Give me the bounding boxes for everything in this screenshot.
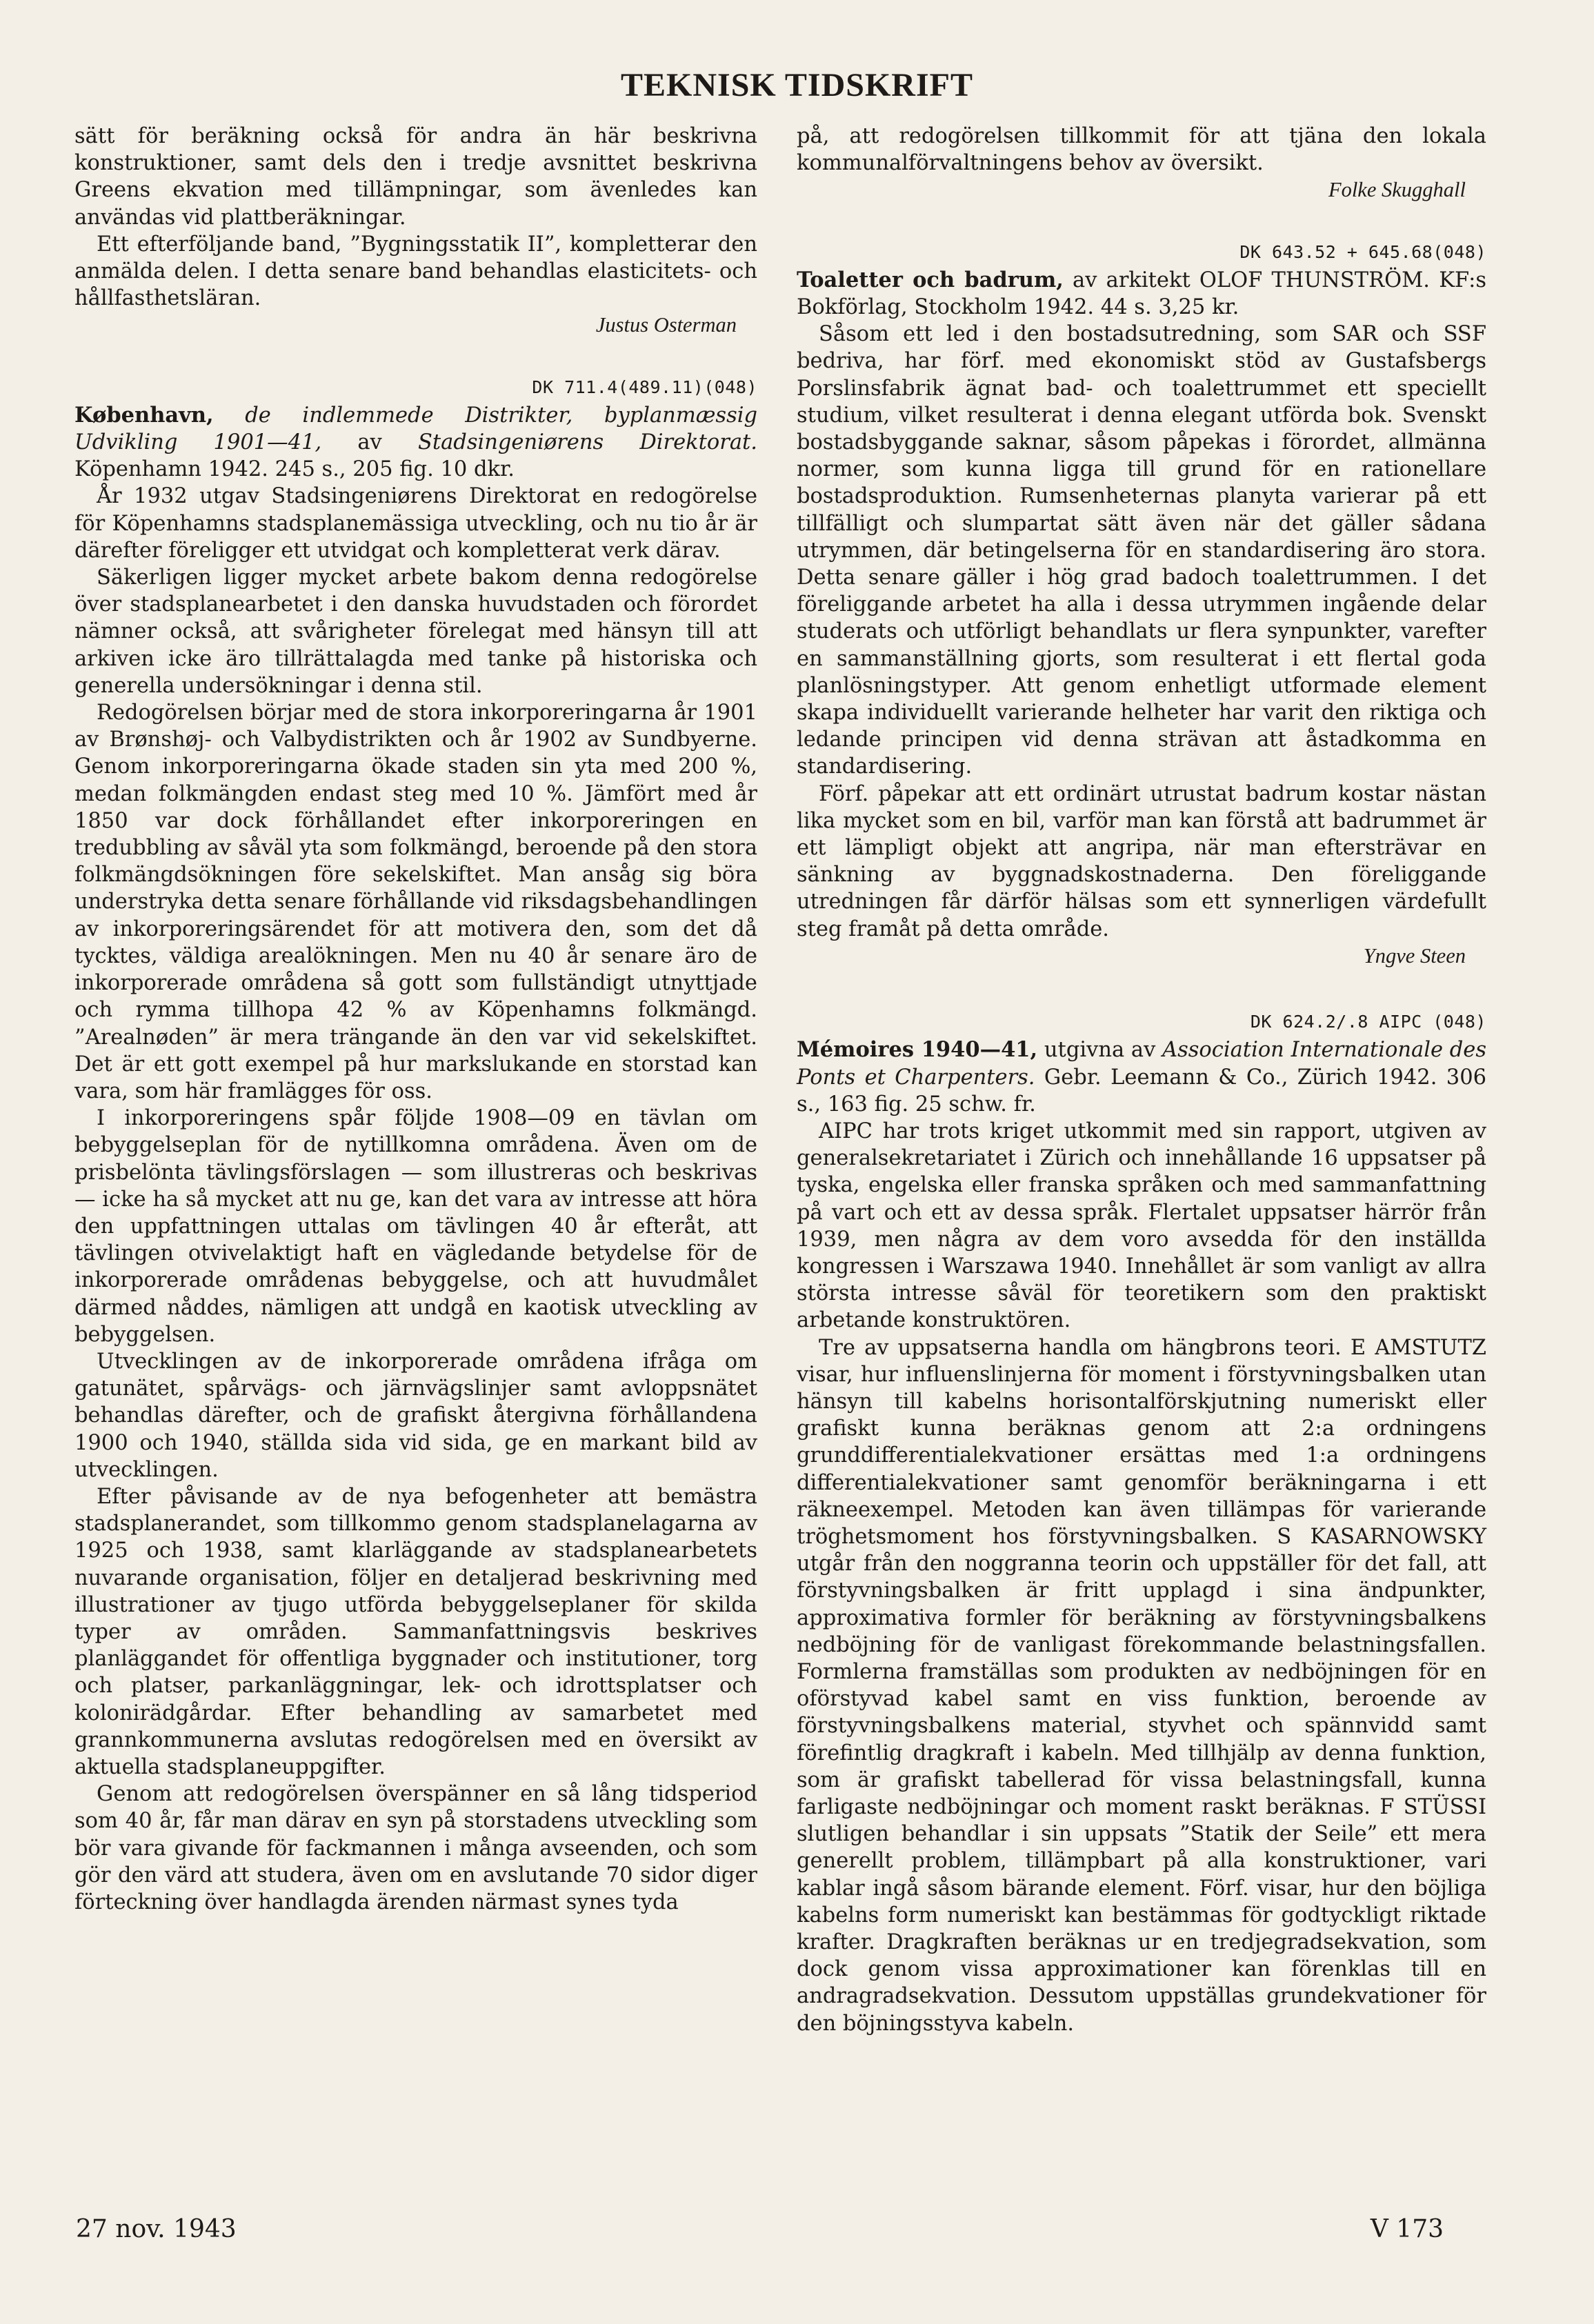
footer-date: 27 nov. 1943 [76, 2215, 237, 2243]
masthead: TEKNISK TIDSKRIFT [621, 67, 973, 103]
paragraph: I inkorporeringens spår följde 1908—09 en tävlan om bebyggelseplan för de nytillkomna områdena. Även om de prisbelönta tävlingsförslagen — som illustreras och beskrivas — icke ha så mycket att nu ge, kan det vara av intresse att höra den uppfattningen uttalas om tävlingen 40 år efteråt, att tävlingen otvivelaktigt haft en vägledande betydelse för de inkorporerade områdenas bebyggelse, och att huvudmålet därmed nåddes, nämligen att undgå en kaotisk utveckling av bebyggelsen. [74, 1106, 757, 1347]
heading-text: av arkitekt OLOF THUNSTRÖM. KF:s Bokförlag, Stockholm 1942. 44 s. 3,25 kr. [797, 268, 1486, 320]
paragraph: Förf. påpekar att ett ordinärt utrustat badrum kostar nästan lika mycket som en bil, varför man kan förstå att badrummet är ett lämpligt objekt att angripa, när man eftersträvar en sänkning av byggnadskostnaderna. Den föreliggande utredningen får därför hälsas som ett synnerligen värdefullt steg framåt på detta område. [797, 781, 1486, 941]
paragraph: AIPC har trots kriget utkommit med sin rapport, utgiven av generalsekretariatet i Zürich och innehållande 16 uppsatser på tyska, engelska eller franska språken och med sammanfattning på vart och ett av dessa språk. Flertalet uppsatser härrör från 1939, men några av dem voro avsedda för den inställda kongressen i Warszawa 1940. Innehållet är som vanligt av allra största intresse såväl för teoretikern som den praktiskt arbetande konstruktören. [797, 1119, 1486, 1333]
book-publisher: Stadsingeniørens Direktorat. [417, 430, 757, 455]
signature: Yngve Steen [1363, 943, 1466, 968]
review-heading [797, 1036, 1486, 1118]
paragraph: Redogörelsen börjar med de stora inkorporeringarna år 1901 av Brønshøj- och Valbydistrikten och år 1902 av Sundbyerne. Genom inkorporeringarna ökade staden sin yta med 200 %, medan folkmängden endast steg med 10 %. Jämfört med år 1850 var dock förhållandet efter inkorporeringen en tredubbling av såväl yta som folkmängd, beroende på den stora folkmängdsökningen före sekelskiftet. Man ansåg sig böra understryka detta senare förhållande vid riksdagsbehandlingen av inkorporeringsärendet för att motivera den, som det då tycktes, väldiga arealökningen. Men nu 40 år senare äro de inkorporerade områdena så gott som fullständigt utnyttjade och rymma tillhopa 42 % av Köpenhamns folkmängd. ”Arealnøden” är mera trängande än den var vid sekelskiftet. Det är ett gott exempel på hur markslukande en storstad kan vara, som här framlägges för oss. [74, 701, 757, 1103]
paragraph: År 1932 utgav Stadsingeniørens Direktorat en redogörelse för Köpenhamns stadsplanemässiga utveckling, och nu tio år är därefter föreligger ett utvidgat och kompletterat verk därav. [74, 484, 757, 563]
paragraph: Säkerligen ligger mycket arbete bakom denna redogörelse över stadsplanearbetet i den danska huvudstaden och förordet nämner också, att svårigheter förelegat med hänsyn till att arkiven icke äro tillrättalagda med tanke på historiska och generella undersökningar i denna stil. [74, 565, 757, 698]
book-title: Toaletter och badrum, [797, 267, 1064, 292]
page-number: V 173 [1370, 2215, 1444, 2243]
book-title: København, [74, 402, 214, 428]
classification-code: DK 643.52 + 645.68(048) [1239, 241, 1486, 262]
paragraph: sätt för beräkning också för andra än här beskrivna konstruktioner, samt dels den i tredje avsnittet beskrivna Greens ekvation med tillämpningar, som ävenledes kan användas vid plattberäkningar. [74, 124, 757, 230]
classification-code: DK 624.2/.8 AIPC (048) [1250, 1012, 1486, 1032]
paragraph: Tre av uppsatserna handla om hängbrons teori. E AMSTUTZ visar, hur influenslinjerna för moment i förstyvningsbalken utan hänsyn till kabelns horisontalförskjutning numeriskt eller grafiskt kunna beräknas genom att 2:a ordningens grunddifferentialekvationer ersättas med 1:a ordningens differentialekvationer samt genomför beräkningarna i ett räkneexempel. Metoden kan även tillämpas för varierande tröghetsmoment hos förstyvningsbalken. S KASARNOWSKY utgår från den noggranna teorin och uppställer för det fall, att förstyvningsbalken är fritt upplagd i sina ändpunkter, approximativa formler för beräkning av förstyvningsbalkens nedböjning för de vanligast förekommande belastningsfallen. Formlerna framställas som produkten av nedböjningen för en oförstyvad kabel samt en viss funktion, beroende av förstyvningsbalkens material, styvhet och spännvidd samt förefintlig dragkraft i kabeln. Med tillhjälp av denna funktion, som är grafiskt tabellerad för vissa belastningsfall, kunna farligaste nedböjningar och moment raskt beräknas. F STÜSSI slutligen behandlar i sin uppsats ”Statik der Seile” ett mera generellt problem, tillämpbart på alla konstruktioner, vari kablar ingå såsom bärande element. Förf. visar, hur den böjliga kabelns form numeriskt kan bestämmas för godtyckligt riktade krafter. Dragkraften beräknas ur en tredjegradsekvation, som dock genom vissa approximationer kan förenklas till en andragradsekvation. Dessutom uppställas grundekvationer för den böjningsstyva kabeln. [797, 1335, 1486, 2036]
book-subtitle: de indlemmede Distrikter, byplanmæssig Udvikling 1901—41, [74, 403, 757, 455]
signature: Justus Osterman [595, 313, 737, 337]
heading-text: Köpenhamn 1942. 245 s., 205 fig. 10 dkr. [74, 457, 515, 482]
paragraph: Utvecklingen av de inkorporerade områdena ifråga om gatunätet, spårvägs- och järnvägslinjer samt avloppsnätet behandlas därefter, och de grafiskt återgivna förhållandena 1900 och 1940, ställda sida vid sida, ge en markant bild av utvecklingen. [74, 1349, 757, 1482]
paragraph: Genom att redogörelsen överspänner en så lång tidsperiod som 40 år, får man därav en syn på storstadens utveckling som bör vara givande för fackmannen i många avseenden, och som gör den värd att studera, även om en avslutande 70 sidor diger förteckning över handlagda ärenden närmast synes tyda [74, 1782, 757, 1914]
paragraph: Efter påvisande av de nya befogenheter att bemästra stadsplanerandet, som tillkommo genom stadsplanelagarna av 1925 och 1938, samt klarläggande av stadsplanearbetets nuvarande organisation, följer en detaljerad beskrivning med illustrationer av tjugo utförda bebyggelseplaner för skilda typer av områden. Sammanfattningsvis beskrives planläggandet för offentliga byggnader och institutioner, torg och platser, parkanläggningar, lek- och idrottsplatser och kolonirädgårdar. Efter behandling av samarbetet med grannkommunerna avslutas redogörelsen med en översikt av aktuella stadsplaneuppgifter. [74, 1484, 757, 1779]
heading-text: utgivna av [1037, 1038, 1163, 1063]
book-title: Mémoires 1940—41, [797, 1037, 1038, 1063]
book-publisher: Association Internationale des Ponts et Charpenters. [797, 1038, 1486, 1090]
heading-text: av [321, 430, 418, 455]
signature: Folke Skugghall [1328, 178, 1466, 202]
classification-code: DK 711.4(489.11)(048) [532, 377, 757, 397]
right-column [797, 123, 1486, 2037]
heading-text: Gebr. Leemann & Co., Zürich 1942. 306 s., 163 fig. 25 schw. fr. [797, 1065, 1486, 1116]
review-heading [74, 402, 757, 483]
paragraph: Såsom ett led i den bostadsutredning, som SAR och SSF bedriva, har förf. med ekonomiskt stöd av Gustafsbergs Porslinsfabrik ägnat bad- och toalettrummet ett speciellt studium, vilket resulterat i denna elegant utförda bok. Svenskt bostadsbyggande saknar, såsom påpekas i förordet, allmänna normer, som kunna ligga till grund för en rationellare bostadsproduktion. Rumsenheternas planyta varierar på ett tillfälligt och slumpartat sätt även när det gäller sådana utrymmen, där betingelserna för en standardisering äro stora. Detta senare gäller i hög grad badoch toalettrummen. I det föreliggande arbetet ha alla i dessa utrymmen ingående delar studerats och utförligt behandlats ur flera synpunkter, varefter en sammanställning gjorts, som resulterat i ett flertal goda planlösningstyper. Att genom enhetligt utformade element skapa individuellt varierande helheter har varit den riktiga och ledande principen vid denna strävan att åstadkomma en standardisering. [797, 322, 1486, 779]
review-heading [797, 267, 1486, 321]
paragraph: på, att redogörelsen tillkommit för att tjäna den lokala kommunalförvaltningens behov av översikt. [797, 124, 1486, 176]
paragraph: Ett efterföljande band, ”Bygningsstatik II”, kompletterar den anmälda delen. I detta senare band behandlas elasticitets- och hållfasthetsläran. [74, 232, 757, 311]
left-column [74, 123, 757, 1916]
